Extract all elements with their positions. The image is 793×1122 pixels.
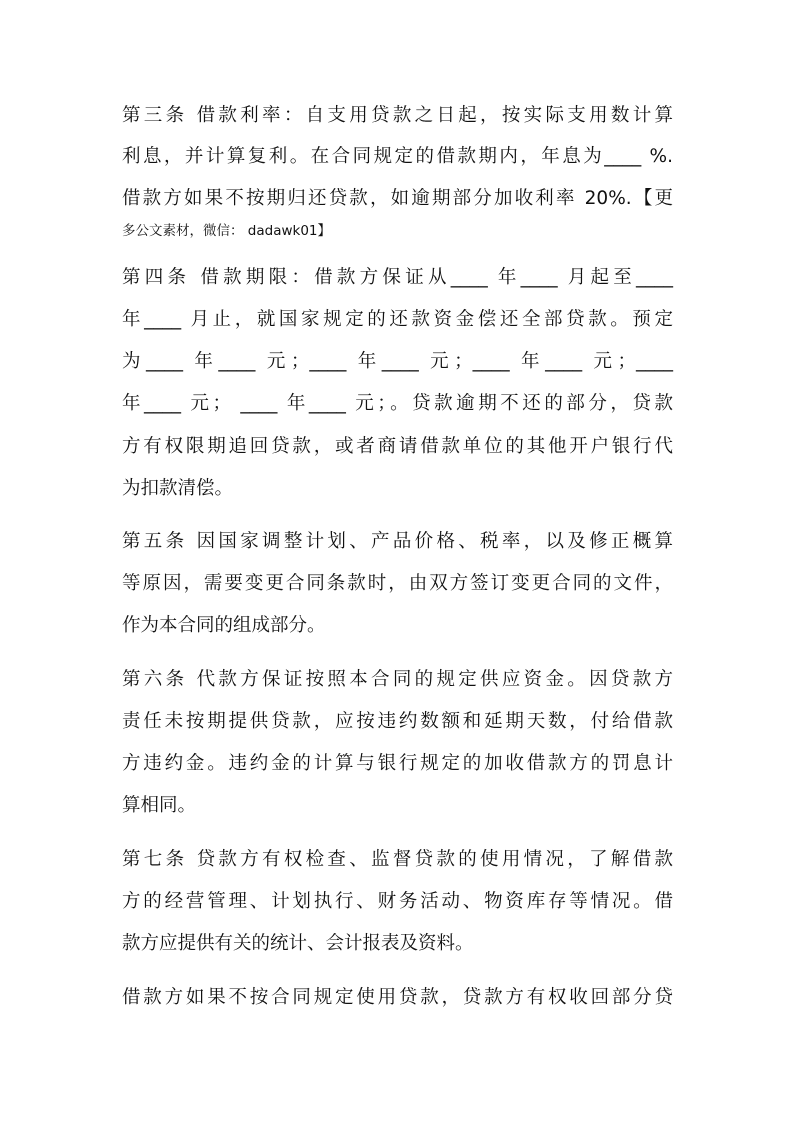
article-4-line-3: 为____ 年____ 元；____ 年____ 元；____ 年____ 元；____	[122, 351, 673, 372]
article-5-line-1: 第五条 因国家调整计划、产品价格、税率，以及修正概算	[122, 531, 673, 552]
article-6-line-3: 方违约金。违约金的计算与银行规定的加收借款方的罚息计	[122, 753, 673, 774]
article-6-line-2: 责任未按期提供贷款，应按违约数额和延期天数，付给借款	[122, 711, 673, 732]
article-4-line-1: 第四条 借款期限：借款方保证从____ 年____ 月起至____	[122, 267, 673, 288]
article-3-line-3: 借款方如果不按期归还贷款，如逾期部分加收利率 20%.【更	[122, 188, 673, 209]
article-7-line-2: 方的经营管理、计划执行、财务活动、物资库存等情况。借	[122, 891, 673, 912]
article-7-continuation-line-1: 借款方如果不按合同规定使用贷款，贷款方有权收回部分贷	[122, 987, 673, 1008]
article-5-line-2: 等原因，需要变更合同条款时，由双方签订变更合同的文件，	[122, 573, 673, 594]
article-4-line-4: 年____ 元； ____ 年____ 元；。贷款逾期不还的部分，贷款	[122, 393, 673, 414]
article-7-line-3: 款方应提供有关的统计、会计报表及资料。	[122, 933, 474, 954]
article-4-line-6: 为扣款清偿。	[122, 478, 234, 499]
article-3-line-2: 利息，并计算复利。在合同规定的借款期内，年息为____ %.	[122, 146, 673, 167]
article-5-line-3: 作为本合同的组成部分。	[122, 615, 326, 636]
article-3-line-1: 第三条 借款利率：自支用贷款之日起，按实际支用数计算	[122, 105, 673, 126]
article-4-line-2: 年____ 月止，就国家规定的还款资金偿还全部贷款。预定	[122, 309, 673, 330]
article-6-line-4: 算相同。	[122, 795, 197, 816]
article-6-line-1: 第六条 代款方保证按照本合同的规定供应资金。因贷款方	[122, 669, 673, 690]
article-7-line-1: 第七条 贷款方有权检查、监督贷款的使用情况，了解借款	[122, 849, 673, 870]
article-4-line-5: 方有权限期追回贷款，或者商请借款单位的其他开户银行代	[122, 436, 673, 457]
article-3-note-line: 多公文素材，微信： dadawk01】	[122, 223, 332, 239]
